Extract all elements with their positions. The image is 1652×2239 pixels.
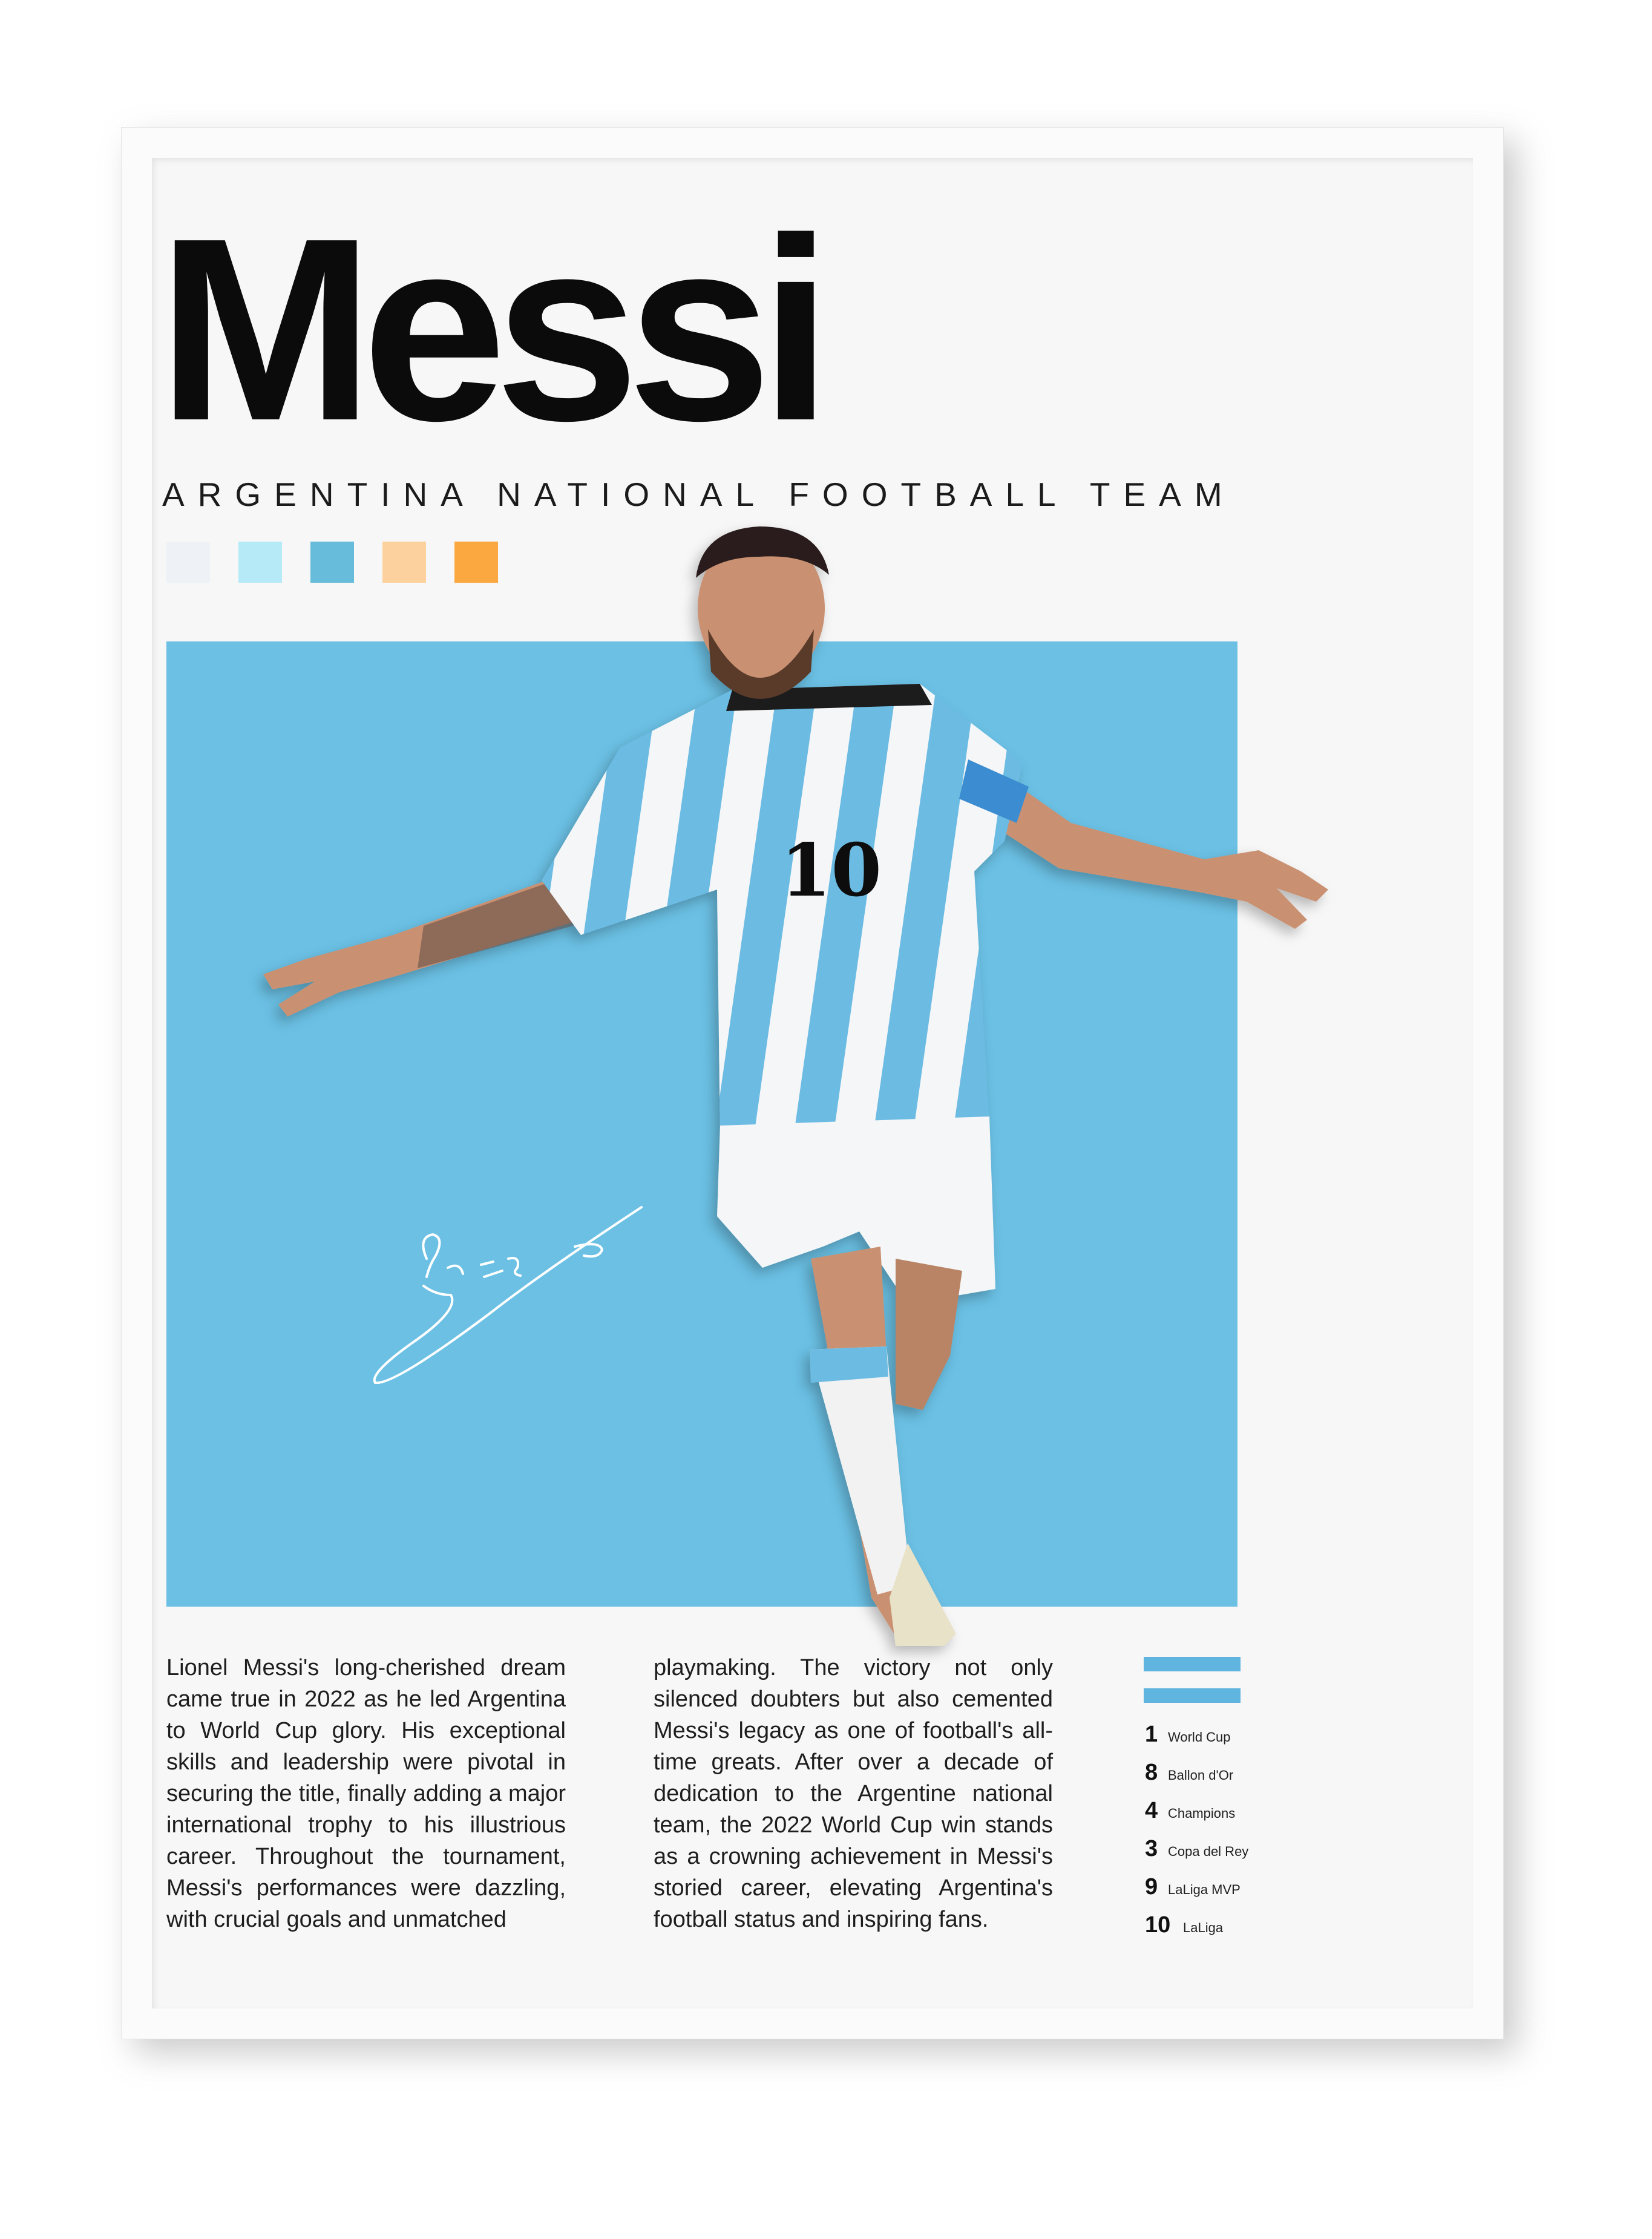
achievement-label: Ballon d'Or (1168, 1768, 1234, 1783)
biography-column-2: playmaking. The victory not only silenced doubters but also cemented Messi's legacy as one of football's all-time greats. After over a decade of dedication to the Argentine national team, the 2022 World Cup win stands as a crowning achievement in Messi's storied career, elevating Argentina's football status and inspiring fans. (654, 1655, 1053, 1932)
signature-mark (375, 1207, 641, 1383)
achievement-world-cup (1145, 1722, 1248, 1760)
player-figure (263, 526, 1328, 1646)
flag-stripe-top (1144, 1657, 1241, 1671)
poster-subtitle: ARGENTINA NATIONAL FOOTBALL TEAM (162, 476, 1236, 513)
achievement-champions (1145, 1798, 1248, 1836)
achievement-label: LaLiga (1183, 1920, 1224, 1935)
achievement-count: 10 (1145, 1912, 1171, 1938)
jersey-number: 10 (781, 828, 882, 913)
achievements-list (1145, 1722, 1248, 1950)
achievement-count: 4 (1145, 1798, 1158, 1823)
biography-column-1: Lionel Messi's long-cherished dream came true in 2022 as he led Argentina to World Cup glory. His exceptional skills and leadership were pivotal in securing the title, finally adding a major international trophy to his illustrious career. Throughout the tournament, Messi's performances were dazzling, with crucial goals and unmatched (166, 1655, 566, 1932)
achievement-count: 9 (1145, 1874, 1158, 1900)
poster-title: Messi (157, 185, 821, 475)
achievement-label: Copa del Rey (1168, 1844, 1249, 1859)
achievement-count: 8 (1145, 1760, 1158, 1785)
achievement-label: LaLiga MVP (1168, 1882, 1241, 1897)
achievement-copa-del-rey (1145, 1836, 1248, 1874)
achievement-label: Champions (1168, 1806, 1236, 1821)
achievement-ballon-dor (1145, 1760, 1248, 1798)
achievement-label: World Cup (1168, 1729, 1231, 1745)
achievement-count: 3 (1145, 1836, 1158, 1861)
achievement-count: 1 (1145, 1722, 1158, 1747)
achievement-laliga-mvp (1145, 1874, 1248, 1912)
flag-stripe-bottom (1144, 1688, 1241, 1703)
achievement-laliga (1145, 1912, 1248, 1950)
